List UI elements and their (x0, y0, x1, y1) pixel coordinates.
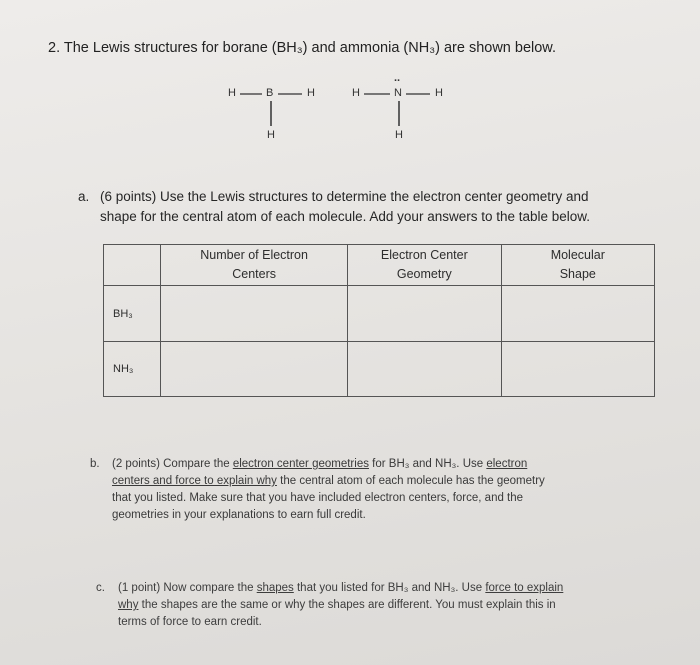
nh3-shape-cell[interactable] (501, 342, 654, 397)
borane-h-bottom: H (267, 129, 275, 141)
part-c-prompt (96, 580, 646, 631)
ammonia-h-left: H (352, 87, 360, 99)
table-row-bh3 (104, 286, 655, 342)
part-b-emphasis: electron center geometries (232, 458, 369, 470)
question-text: The Lewis structures for borane (BH₃) and ammonia (NH₃) are shown below. (63, 40, 556, 56)
part-c-text: that you listed for BH₃ and NH₃. Use (293, 582, 486, 594)
nh3-electron-centers-cell[interactable] (161, 342, 348, 397)
ammonia-h-bottom: H (395, 129, 403, 141)
part-b-label: b. (90, 458, 100, 470)
part-c-emphasis: force to explain (485, 582, 564, 594)
part-c-text: the shapes are the same or why the shapes are different. You must explain this in (138, 599, 556, 611)
ammonia-lewis-structure (352, 72, 452, 146)
part-c-emphasis: why (118, 599, 139, 611)
header-molecular-shape: Molecular Shape (501, 245, 654, 286)
part-b-text: for BH₃ and NH₃. Use (368, 458, 487, 470)
bh3-electron-centers-cell[interactable] (161, 286, 348, 342)
header-empty-cell (104, 245, 161, 286)
nh3-geometry-cell[interactable] (348, 342, 502, 397)
row-label-nh3: NH₃ (104, 342, 161, 397)
table-row-nh3 (104, 342, 655, 397)
part-a-line-1: (6 points) Use the Lewis structures to determine the electron center geometry and (100, 189, 589, 204)
part-b-emphasis: electron (486, 458, 528, 470)
row-label-bh3: BH₃ (104, 286, 161, 342)
part-c-text: terms of force to earn credit. (118, 616, 262, 628)
part-a-line-2: shape for the central atom of each molecule. Add your answers to the table below. (100, 209, 591, 224)
bh3-shape-cell[interactable] (501, 286, 654, 342)
header-electron-centers: Number of Electron Centers (161, 245, 348, 286)
ammonia-lone-pair: .. (394, 72, 401, 84)
question-number: 2. (48, 40, 61, 56)
header-electron-center-geometry: Electron Center Geometry (348, 245, 502, 286)
ammonia-h-right: H (435, 87, 443, 99)
part-b-text: (2 points) Compare the (112, 458, 233, 470)
part-b-text: geometries in your explanations to earn full credit. (112, 509, 366, 521)
part-b-text: that you listed. Make sure that you have included electron centers, force, and the (112, 492, 524, 504)
part-b-prompt (90, 456, 650, 524)
part-a-prompt (78, 187, 638, 227)
borane-h-left: H (228, 87, 236, 99)
part-b-text: the central atom of each molecule has the geometry (276, 475, 545, 487)
answer-table (103, 244, 655, 397)
borane-b-center: B (266, 87, 274, 99)
borane-h-right: H (307, 87, 315, 99)
ammonia-n-center: N (394, 87, 402, 99)
table-header-row (104, 245, 655, 286)
part-b-emphasis: centers and force to explain why (112, 475, 277, 487)
question-title (48, 40, 556, 56)
bh3-geometry-cell[interactable] (348, 286, 502, 342)
borane-lewis-structure (228, 86, 328, 146)
part-a-label: a. (78, 189, 90, 204)
part-c-text: (1 point) Now compare the (118, 582, 257, 594)
part-c-label: c. (96, 582, 105, 594)
part-c-emphasis: shapes (256, 582, 294, 594)
